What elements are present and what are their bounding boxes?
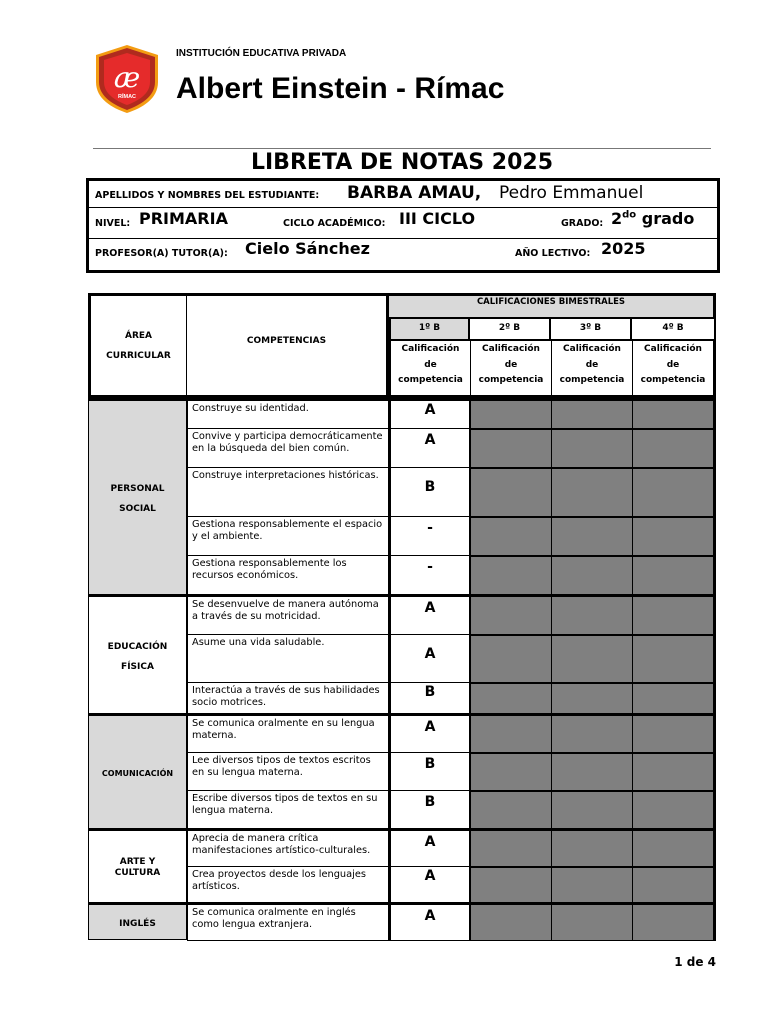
area-cell [88,713,187,828]
grade-cell-empty-3 [551,594,632,634]
competencia-cell [187,398,389,428]
school-name: Albert Einstein - Rímac [176,72,505,105]
competencia-cell [187,594,389,634]
competencia-cell [187,467,389,516]
bimester-header-3 [551,317,632,341]
bimester-header-4 [632,317,716,341]
student-name-row [89,181,717,208]
header-competencias-cell [187,293,389,398]
tutor-row [89,239,717,270]
calificacion-header-2 [470,341,551,398]
grade-cell-empty-2 [470,428,551,467]
header-divider [93,148,711,149]
grade-cell-empty-2 [470,713,551,752]
grade-value: - [427,520,433,536]
calificacion-header-text [391,342,470,389]
year-value: 2025 [601,239,646,258]
cal-line-3: competencia [640,375,706,385]
area-name [89,857,186,879]
grade-cell-empty-2 [470,634,551,682]
grade-value: B [424,479,436,495]
competencia-cell [187,828,389,866]
bimester-label: 3º B [579,323,602,333]
grade-cell-empty-2 [470,594,551,634]
bimester-header-1 [389,317,470,341]
grade-cell-empty-4 [632,467,716,516]
grade-label: GRADO: [561,218,604,229]
grade-cell-1 [389,428,470,467]
calificacion-header-1 [389,341,470,398]
grade-value: B [424,794,436,810]
area-name-line-1: ARTE Y [119,857,156,867]
grade-cell-1 [389,752,470,790]
competencia-text: Aprecia de manera crítica manifestaciones artístico-culturales. [192,833,371,856]
area-header-line-2: CURRICULAR [106,351,171,361]
grade-cell-empty-2 [470,828,551,866]
cycle-label: CICLO ACADÉMICO: [283,218,386,229]
document-title: LIBRETA DE NOTAS 2025 [250,150,554,175]
area-name-line-2: FÍSICA [121,662,154,672]
cal-line-1: Calificación [482,344,540,354]
grade-cell-1 [389,516,470,555]
competencia-text: Se comunica oralmente en inglés como lengua extranjera. [192,907,356,930]
area-header-text [91,326,186,366]
grade-cell-empty-4 [632,555,716,594]
grade-value: B [424,756,436,772]
grade-value: $2^{do}$ grado [611,209,695,228]
grade-cell-empty-2 [470,902,551,940]
area-name [89,637,186,677]
grade-cell-empty-2 [470,516,551,555]
cal-line-3: competencia [478,375,544,385]
grade-value: A [424,719,436,735]
competencia-text: Se desenvuelve de manera autónoma a través de su motricidad. [192,599,379,622]
grade-cell-1 [389,398,470,428]
grade-cell-empty-3 [551,398,632,428]
area-name [89,764,186,784]
student-first-name: Pedro Emmanuel [499,183,644,203]
bimester-header-2 [470,317,551,341]
grade-cell-empty-3 [551,555,632,594]
calificacion-header-text [552,342,632,389]
grade-cell-empty-2 [470,752,551,790]
competencia-cell [187,790,389,828]
cal-line-1: Calificación [644,344,702,354]
competencia-text: Construye su identidad. [192,403,309,414]
cycle-value: III CICLO [399,209,476,228]
grade-cell-empty-4 [632,398,716,428]
grade-cell-empty-3 [551,790,632,828]
area-name-line-1: PERSONAL [110,484,165,494]
bimester-label: 1º B [418,323,441,333]
grade-cell-empty-4 [632,828,716,866]
level-value: PRIMARIA [139,209,228,228]
calificacion-header-text [633,342,713,389]
grade-cell-empty-4 [632,682,716,713]
area-name-line-1: EDUCACIÓN [107,642,168,652]
grade-cell-empty-4 [632,428,716,467]
grade-cell-empty-3 [551,428,632,467]
cal-line-2: de [666,359,680,370]
grade-cell-1 [389,828,470,866]
year-label: AÑO LECTIVO: [515,248,591,259]
competencia-text: Convive y participa democráticamente en la búsqueda del bien común. [192,431,383,454]
bimestral-header: CALIFICACIONES BIMESTRALES [476,297,626,307]
competencias-header: COMPETENCIAS [246,336,327,346]
area-cell [88,902,187,940]
grade-cell-empty-3 [551,752,632,790]
cal-line-3: competencia [398,375,463,385]
competencia-cell [187,428,389,467]
grade-value: A [424,600,436,616]
grade-value: B [424,684,436,700]
grade-cell-1 [389,467,470,516]
grade-cell-empty-2 [470,398,551,428]
header-bimestral-cell [389,293,716,317]
competencia-text: Asume una vida saludable. [192,637,325,648]
grade-cell-1 [389,866,470,902]
svg-text:RÍMAC: RÍMAC [117,94,137,100]
header-area-cell [88,293,187,398]
grade-cell-empty-4 [632,713,716,752]
grade-cell-1 [389,555,470,594]
level-row [89,208,717,239]
level-label: NIVEL: [95,218,131,229]
competencia-text: Gestiona responsablemente los recursos económicos. [192,558,347,581]
grade-cell-empty-2 [470,555,551,594]
cal-line-1: Calificación [401,344,460,354]
cal-line-1: Calificación [563,344,621,354]
calificacion-header-text [471,342,551,389]
grade-cell-1 [389,713,470,752]
grade-value: A [424,402,436,418]
competencia-cell [187,634,389,682]
competencia-cell [187,752,389,790]
page-number: 1 de 4 [674,955,716,969]
area-name-line-1: COMUNICACIÓN [101,769,174,778]
area-name [89,479,186,519]
area-name [89,914,186,934]
calificacion-header-3 [551,341,632,398]
grade-cell-empty-4 [632,790,716,828]
grade-cell-1 [389,594,470,634]
grade-cell-empty-2 [470,866,551,902]
competencia-text: Lee diversos tipos de textos escritos en su lengua materna. [192,755,371,778]
grade-cell-empty-3 [551,713,632,752]
grade-cell-empty-3 [551,828,632,866]
grade-cell-empty-2 [470,682,551,713]
grade-cell-empty-3 [551,634,632,682]
competencia-cell [187,555,389,594]
cal-line-2: de [504,359,518,370]
competencia-text: Construye interpretaciones históricas. [192,470,379,481]
grade-value: A [424,868,436,884]
grade-cell-empty-3 [551,467,632,516]
grade-value: A [424,646,436,662]
grade-cell-empty-4 [632,516,716,555]
competencia-text: Gestiona responsablemente el espacio y el ambiente. [192,519,383,542]
grade-value: A [424,432,436,448]
grade-cell-empty-4 [632,634,716,682]
bimester-label: 2º B [498,323,521,333]
area-cell [88,828,187,902]
grade-cell-1 [389,902,470,940]
area-header-line-1: ÁREA [124,331,152,341]
grade-cell-empty-2 [470,467,551,516]
area-name-line-2: CULTURA [114,868,161,878]
competencia-cell [187,902,389,940]
competencia-text: Crea proyectos desde los lenguajes artísticos. [192,869,366,892]
competencia-cell [187,682,389,713]
student-label: APELLIDOS Y NOMBRES DEL ESTUDIANTE: [95,190,320,201]
grade-cell-empty-3 [551,902,632,940]
student-info-box [86,178,720,273]
grade-cell-empty-4 [632,866,716,902]
grade-cell-empty-4 [632,752,716,790]
grade-cell-empty-3 [551,516,632,555]
competencia-text: Escribe diversos tipos de textos en su lengua materna. [192,793,378,816]
svg-text:æ: æ [113,61,141,94]
student-last-name: BARBA AMAU, [347,183,482,203]
grade-cell-1 [389,790,470,828]
grade-cell-1 [389,682,470,713]
tutor-label: PROFESOR(A) TUTOR(A): [95,248,228,259]
grade-value: - [427,559,433,575]
institution-type: INSTITUCIÓN EDUCATIVA PRIVADA [176,48,347,59]
competencia-text: Interactúa a través de sus habilidades socio motrices. [192,685,380,708]
calificacion-header-4 [632,341,716,398]
tutor-value: Cielo Sánchez [245,239,370,258]
cal-line-2: de [585,359,599,370]
bimester-label: 4º B [662,323,684,333]
area-name-line-1: INGLÉS [119,919,156,929]
grade-value: A [424,834,436,850]
area-cell [88,398,187,594]
grade-cell-1 [389,634,470,682]
table-bottom-border [187,940,716,941]
school-logo-icon [94,44,160,114]
grade-cell-empty-2 [470,790,551,828]
area-name-line-2: SOCIAL [119,504,156,514]
competencia-cell [187,516,389,555]
competencia-cell [187,866,389,902]
area-cell [88,594,187,713]
grades-table [88,293,717,942]
grade-cell-empty-4 [632,902,716,940]
competencia-cell [187,713,389,752]
grade-value: A [424,908,436,924]
grade-cell-empty-3 [551,866,632,902]
grade-cell-empty-3 [551,682,632,713]
cal-line-2: de [424,359,437,370]
cal-line-3: competencia [559,375,625,385]
competencia-text: Se comunica oralmente en su lengua materna. [192,718,375,741]
grade-cell-empty-4 [632,594,716,634]
